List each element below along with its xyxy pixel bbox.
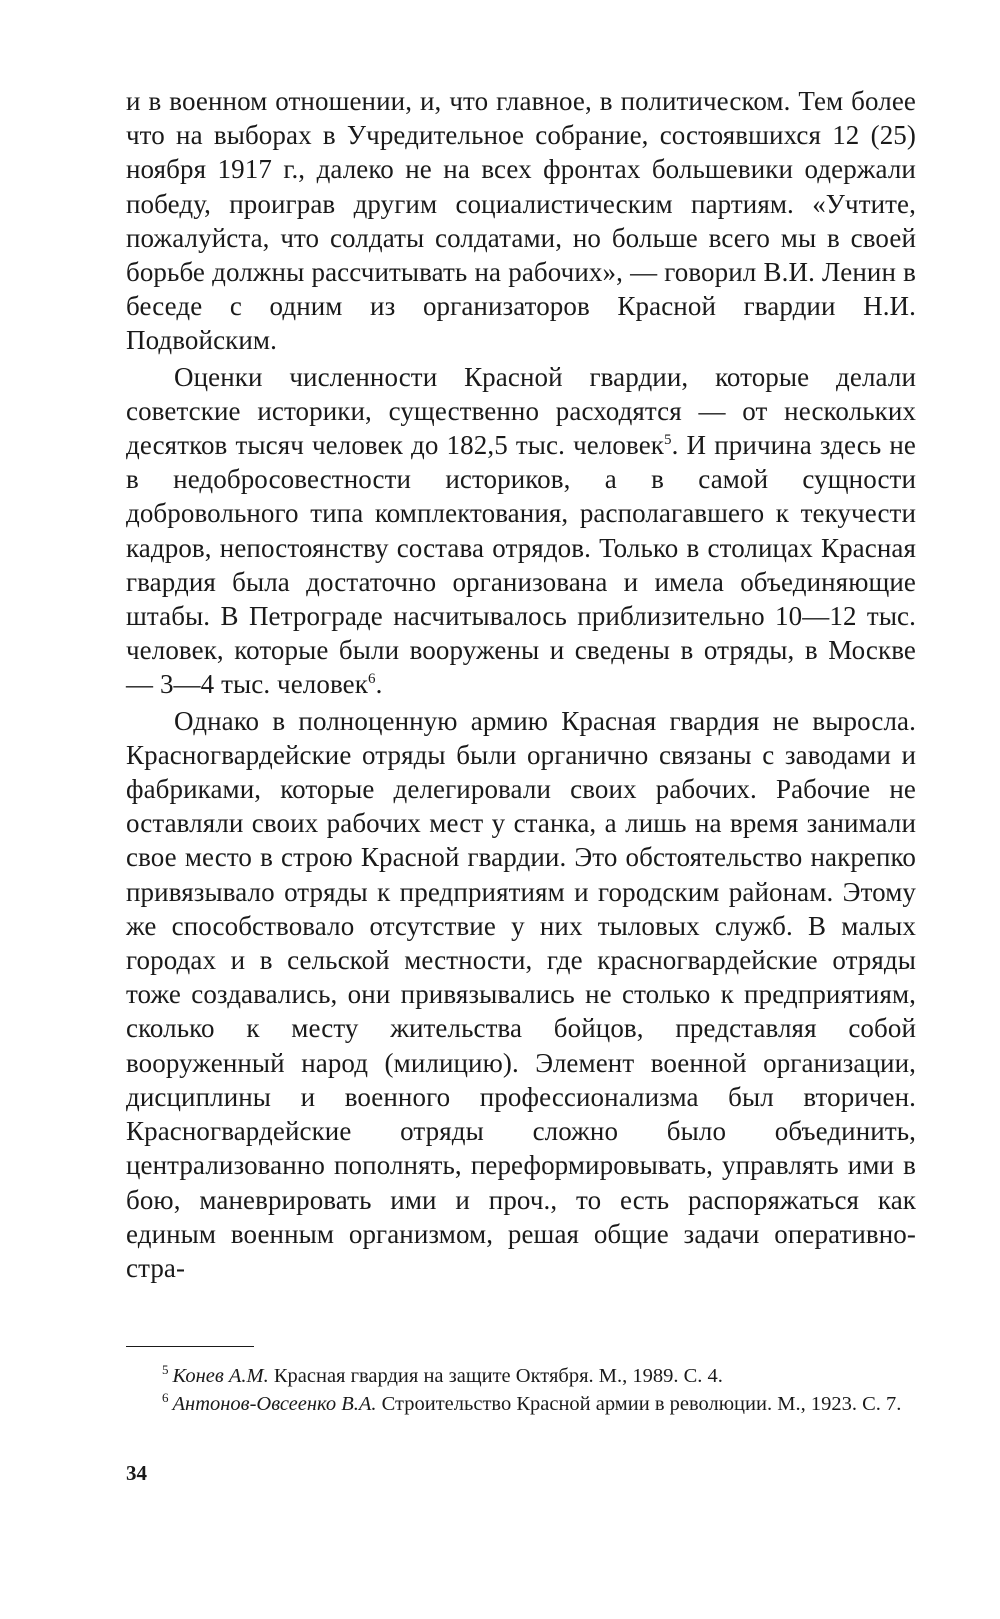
footnote-number: 5 — [162, 1362, 169, 1378]
footnote-text: Красная гвардия на защите Октября. М., 1989. С. 4. — [268, 1365, 723, 1387]
paragraph — [126, 360, 916, 702]
paragraph-text: Оценки численности Красной гвардии, которые делали советские историки, существенно расходятся — от нескольких десятков тысяч человек до 182,5 тыс. человек — [126, 361, 916, 461]
paragraph-text: и в военном отношении, и, что главное, в политическом. Тем более что на выборах в Учредительное собрание, состоявшихся 12 (25) ноября 1917 г., далеко не на всех фронтах большевики одержали победу, проиграв другим социалистическим партиям. «Учтите, пожалуйста, что солдаты солдатами, но больше всего мы в своей борьбе должны рассчитывать на рабочих», — говорил В.И. Ленин в беседе с одним из организаторов Красной гвардии Н.И. Подвойским. — [126, 86, 916, 356]
footnote — [126, 1390, 916, 1418]
footnote-text: Строительство Красной армии в революции. М., 1923. С. 7. — [376, 1393, 902, 1415]
footnote — [126, 1362, 916, 1390]
footnote-author: Конев А.М. — [172, 1365, 269, 1387]
paragraph-text: Однако в полноценную армию Красная гвардия не выросла. Красногвардейские отряды были органично связаны с заводами и фабриками, которые делегировали своих рабочих. Рабочие не оставляли своих рабочих мест у станка, а лишь на время занимали свое место в строю Красной гвардии. Это обстоятельство накрепко привязывало отряды к предприятиям и городским районам. Этому же способствовало отсутствие у них тыловых служб. В малых городах и в сельской местности, где красногвардейские отряды тоже создавались, они привязывались не столько к предприятиям, сколько к месту жительства бойцов, представляя собой вооруженный народ (милицию). Элемент военной организации, дисциплины и военного профессионализма был вторичен. Красногвардейские отряды сложно было объединить, централизованно пополнять, переформировывать, управлять ими в бою, маневрировать ими и проч., то есть распоряжаться как единым военным организмом, решая общие задачи оперативно-стра- — [126, 705, 916, 1283]
paragraph — [126, 84, 916, 358]
paragraph — [126, 704, 916, 1285]
footnote-divider — [126, 1346, 254, 1347]
main-text — [126, 84, 916, 1285]
page-number: 34 — [126, 1461, 147, 1485]
footnote-ref-5: 5 — [664, 432, 672, 449]
footnote-ref-6: 6 — [367, 671, 376, 688]
footnote-number: 6 — [162, 1390, 169, 1406]
footnote-author: Антонов-Овсеенко В.А. — [172, 1393, 377, 1415]
paragraph-text: . И причина здесь не в недобросовестности историков, а в самой сущности добровольного типа комплектования, располагавшего к текучести кадров, непостоянству состава отрядов. Только в столицах Красная гвардия была достаточно организована и имела объединяющие штабы. В Петрограде насчитывалось приблизительно 10—12 тыс. человек, которые были вооружены и сведены в отряды, в Москве — 3—4 тыс. человек — [126, 430, 916, 700]
footnotes — [126, 1362, 916, 1418]
paragraph-text: . — [375, 669, 383, 700]
